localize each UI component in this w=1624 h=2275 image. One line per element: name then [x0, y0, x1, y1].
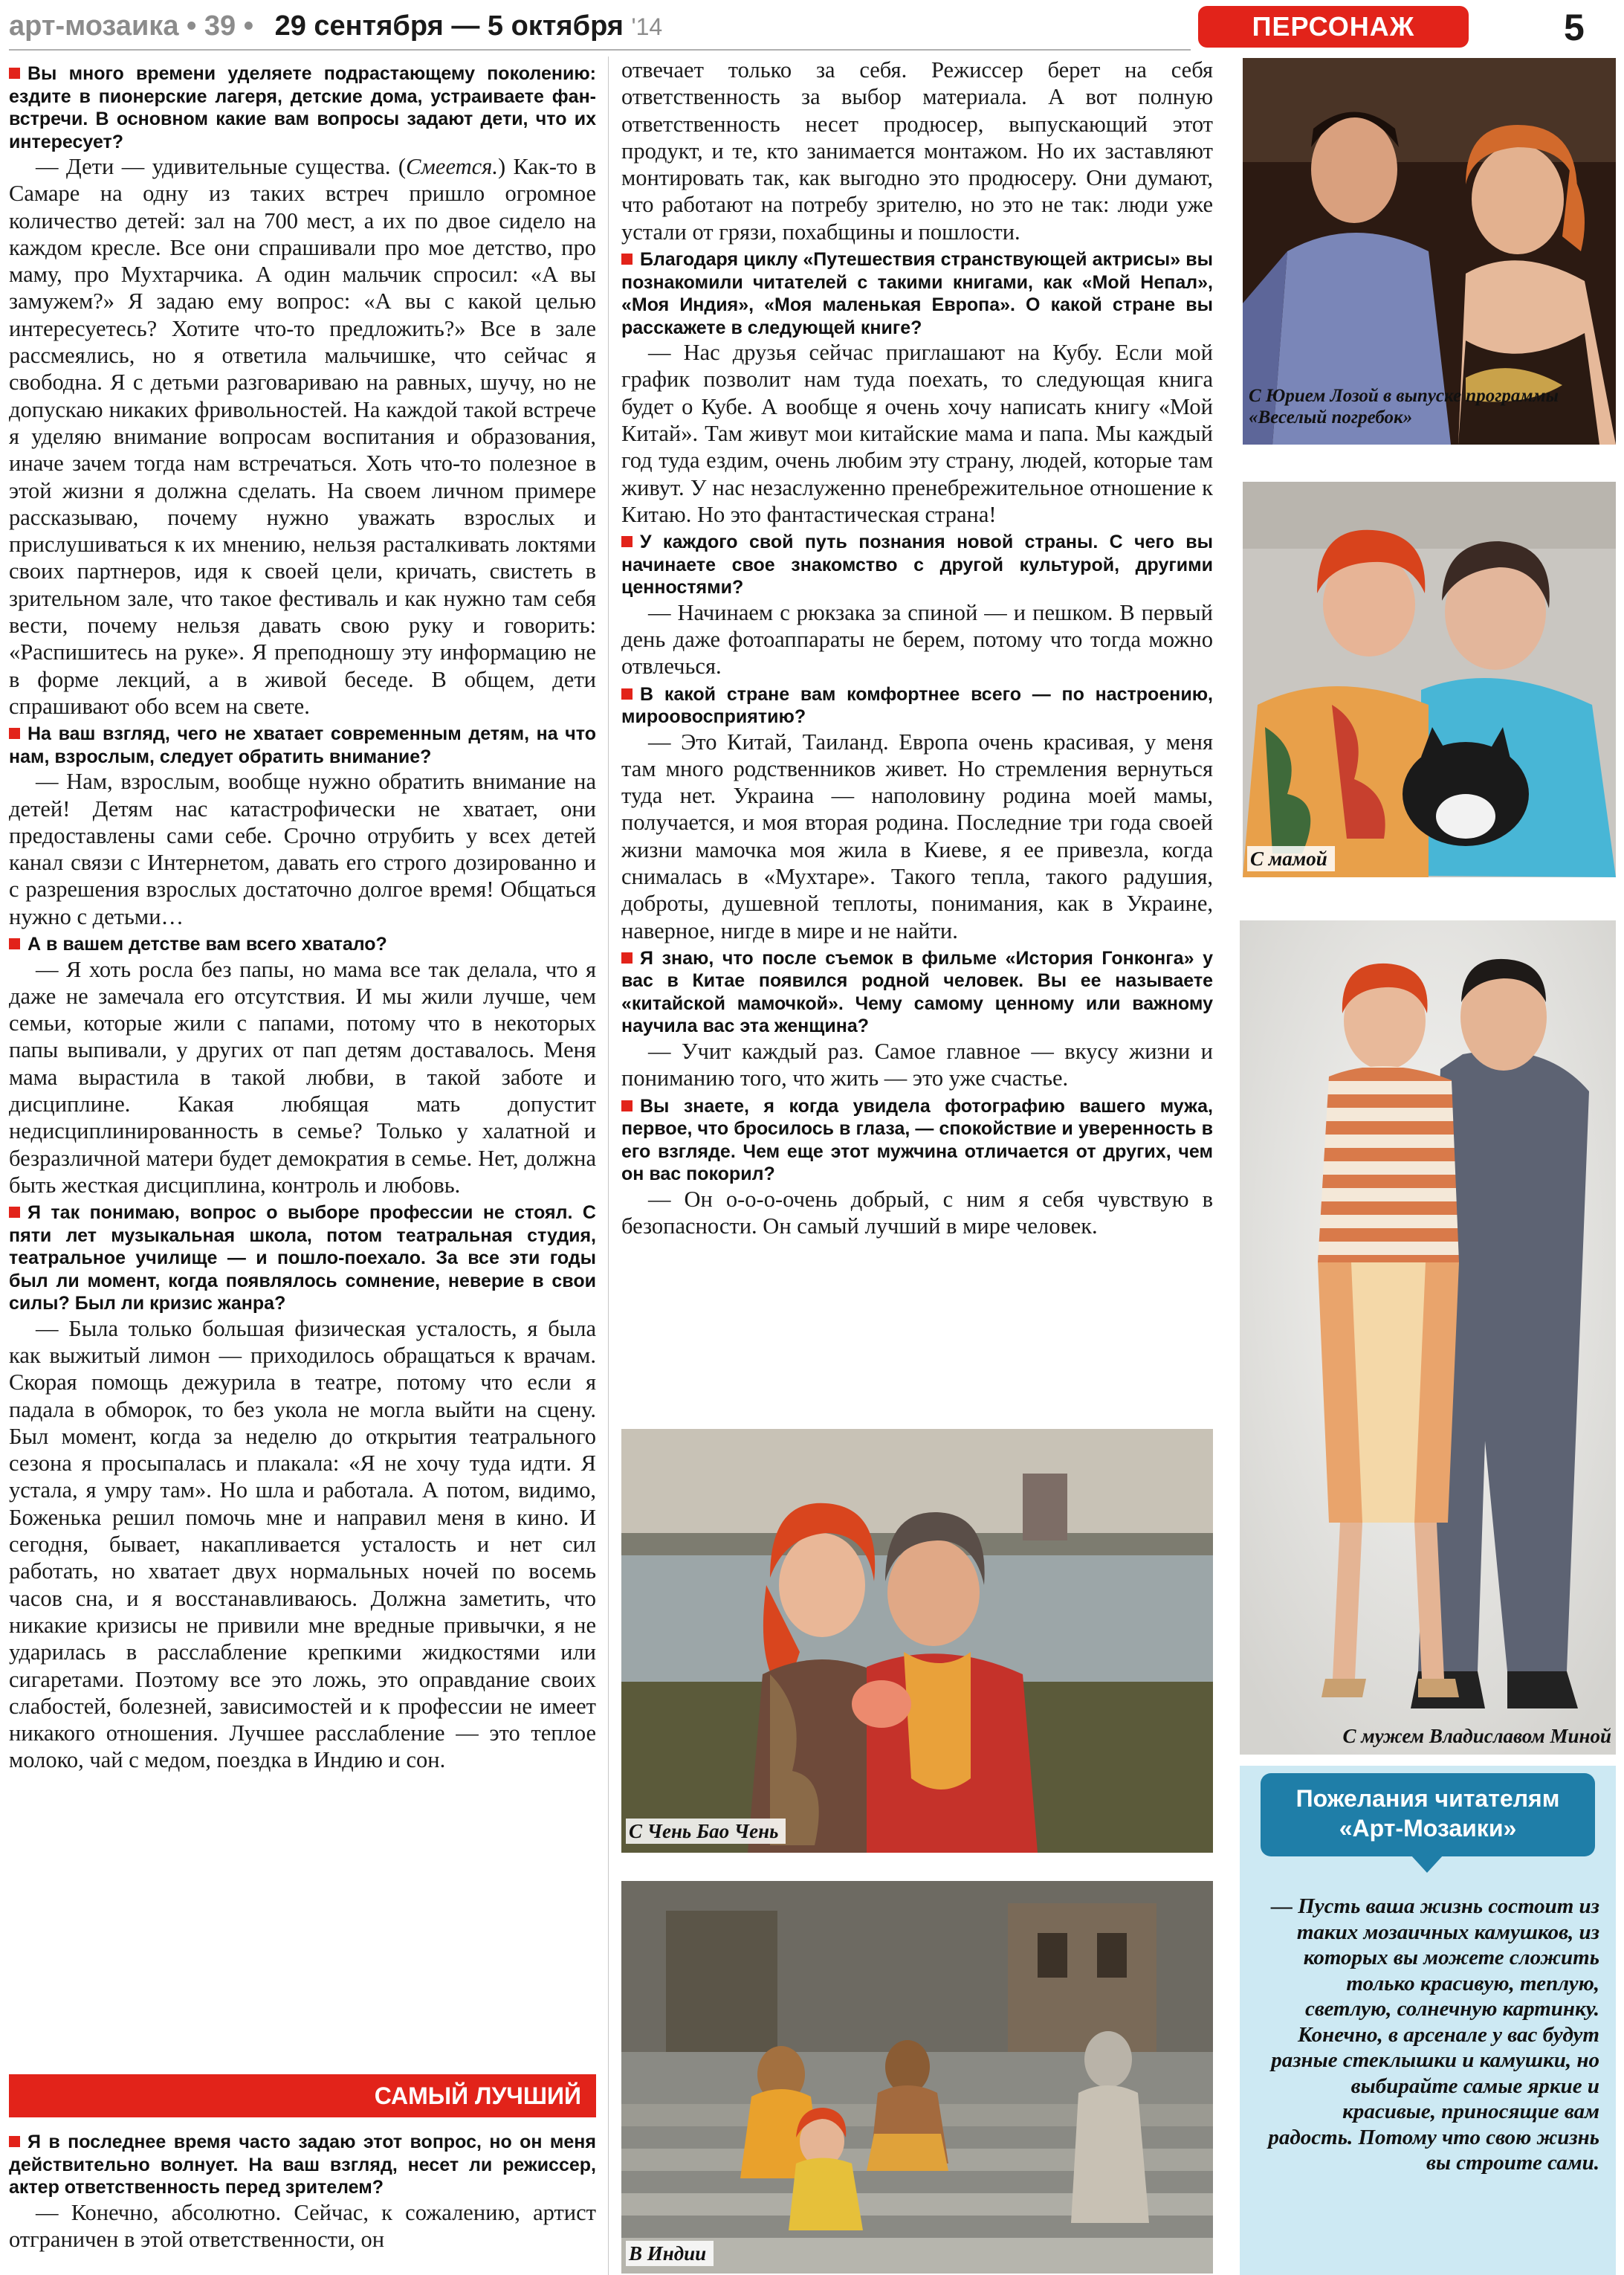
- column-divider: [608, 57, 609, 2275]
- wishes-title-pointer: [1411, 1855, 1443, 1873]
- photo-mom-image: [1243, 482, 1616, 877]
- photo-mom: [1243, 482, 1616, 877]
- interview-question: Благодаря циклу «Путешествия странствующей актрисы» вы познакомили читателей с такими книгами, как «Мой Непал», «Моя Индия», «Моя маленькая Европа». О какой стране вы расскажете в следующей книге?: [621, 249, 1213, 338]
- interview-answer: [9, 153, 596, 720]
- wishes-title: [1261, 1773, 1595, 1856]
- photo-chen-image: [621, 1429, 1213, 1853]
- caption-loza: С Юрием Лозой в выпуске программы «Веселый погребок»: [1249, 386, 1559, 427]
- interview-question: На ваш взгляд, чего не хватает современным детям, на что нам, взрослым, следует обратить внимание?: [9, 723, 596, 767]
- answer-remark: Смеется.: [406, 154, 498, 179]
- photo-india-image: [621, 1881, 1213, 2274]
- interview-question: В какой стране вам комфортнее всего — по настроению, мироовосприятию?: [621, 683, 1213, 728]
- page-number: 5: [1564, 7, 1585, 48]
- paper-name: арт-мозаика: [9, 10, 179, 42]
- interview-answer: — Нас друзья сейчас приглашают на Кубу. Если мой график позволит нам туда поехать, то следующая книга будет о Кубе. А вообще я очень хочу написать книгу «Мой Китай». Там живут мои китайские мама и папа. Мы каждый год туда ездим, очень любим эту страну, людей, которые там живут. У нас незаслуженно пренебрежительное отношение к Китаю. Но это фантастическая страна!: [621, 340, 1213, 527]
- wishes-text: — Пусть ваша жизнь состоит из таких мозаичных камушков, из которых вы можете сложить только красивую, теплую, светлую, солнечную картинку. Конечно, в арсенале у вас будут разные стеклышки и камушки, но выбирайте самые яркие и красивые, приносящие вам радость. Потому что свою жизнь вы строите сами.: [1268, 1894, 1599, 2175]
- issue-year: '14: [631, 13, 663, 40]
- interview-question: Я так понимаю, вопрос о выборе профессии не стоял. С пяти лет музыкальная школа, потом театральная студия, театральное училище — и пошло-поехало. За все эти годы был ли момент, когда появлялось сомнение, неверие в свои силы? Был ли кризис жанра?: [9, 1202, 596, 1314]
- interview-answer: — Начинаем с рюкзака за спиной — и пешком. В первый день даже фотоаппараты не берем, потому что тогда можно отвлечься.: [621, 599, 1213, 680]
- wishes-box: [1240, 1766, 1616, 2275]
- interview-answer: — Была только большая физическая усталость, я была как выжитый лимон — приходилось обращаться к врачам. Скорая помощь дежурила в театре, потому что если я падала в обморок, то без укола не могла выйти на сцену. Был момент, когда за неделю до открытия театрального сезона я просыпалась и плакала: «Я не хочу туда идти. Я устала, я умру там». Но шла и работала. А потом, видимо, Боженька решил помочь мне и направил меня в кино. И сегодня, бывает, накапливается усталость и нет сил работать, но хватает двух нормальных ночей по восемь часов сна, и я восстанавливаюсь. Должна заметить, что никакие кризисы не привили мне вредные привычки, я не ударилась в расслабление крепкими жидкостями или сигаретами. Поэтому все это ложь, это оправдание своих слабостей, болезней, зависимостей и к профессии не имеет никакого отношения. Лучшее расслабление — это теплое молоко, чай с медом, поездка в Индию и сон.: [9, 1315, 596, 1773]
- interview-answer: — Учит каждый раз. Самое главное — вкусу жизни и пониманию того, что жить — это уже счастье.: [621, 1038, 1213, 1091]
- interview-answer: — Это Китай, Таиланд. Европа очень красивая, у меня там много родственников живет. Но стремления вернуться туда нет. Украина — наполовину родина моей мамы, получается, и моя вторая родина. Последние три года своей жизни мамочка моя жила в Киеве, я ее привезла, когда снималась в «Мухтаре». Такого тепла, такого радушия, доброты, душевной теплоты, понимания, как в Украине, наверное, нигде в мире и не найти.: [621, 729, 1213, 943]
- photo-chen: [621, 1429, 1213, 1853]
- header-info: [9, 10, 662, 42]
- caption-india: В Индии: [626, 2241, 714, 2266]
- wishes-title-line1: Пожелания читателям: [1295, 1785, 1560, 1812]
- issue-number: • 39 •: [187, 10, 254, 42]
- interview-answer: — Я хоть росла без папы, но мама все так делала, что я даже не замечала его отсутствия. И мы жили лучше, чем семьи, которые жили с папами, потому что в некоторых папы выпивали, у других от пап детям доставалось. Меня мама вырастила в такой любви, в такой заботе и дисциплине. Какая любящая мать допустит недисциплинированность в семье? Только у халатной и безразличной матери будет демократия в семье. Нет, должна быть жесткая дисциплина, контроль и любовь.: [9, 956, 596, 1198]
- wishes-title-line2: «Арт-Мозаики»: [1339, 1815, 1517, 1842]
- answer-text: — Дети — удивительные существа. (: [36, 154, 407, 179]
- interview-answer: — Он о-о-о-очень добрый, с ним я себя чувствую в безопасности. Он самый лучший в мире человек.: [621, 1186, 1213, 1239]
- interview-question: У каждого свой путь познания новой страны. С чего вы начинаете свое знакомство с другой культурой, другими ценностями?: [621, 532, 1213, 598]
- caption-husband: С мужем Владиславом Миной: [1342, 1725, 1611, 1747]
- header-divider: [9, 49, 1191, 51]
- interview-answer: отвечает только за себя. Режиссер берет на себя ответственность за выбор материала. А вот полную ответственность несет продюсер, выпускающий этот продукт, и те, кто занимается монтажом. Но их заставляют монтировать так, как выгодно это продюсеру. Они думают, что работают на потребу зрителю, но это не так: люди уже устали от грязи, похабщины и пошлости.: [621, 57, 1213, 245]
- interview-answer: — Нам, взрослым, вообще нужно обратить внимание на детей! Детям нас катастрофически не хватает, они предоставлены сами себе. Срочно отрубить у всех детей канал связи с Интернетом, давать его строго дозированно и с разрешения взрослых достаточно долгое время! Общаться нужно с детьми…: [9, 769, 596, 929]
- caption-chen: С Чень Бао Чень: [626, 1819, 786, 1844]
- article-column-3: [9, 2128, 596, 2275]
- interview-answer: — Конечно, абсолютно. Сейчас, к сожалению, артист отграничен в этой ответственности, он: [9, 2199, 596, 2252]
- interview-question: Вы много времени уделяете подрастающему поколению: ездите в пионерские лагеря, детские дома, устраиваете фан-встречи. В основном какие вам вопросы задают дети, что их интересует?: [9, 63, 596, 152]
- article-column-2: [621, 57, 1213, 1419]
- caption-mom: С мамой: [1247, 846, 1335, 871]
- photo-husband: [1240, 920, 1616, 1755]
- answer-text: ) Как-то в Самаре на одну из таких встреч пришло огромное количество детей: зал на 700 мест, а их по двое сидело на каждом кресле. Все они спрашивали про мое детство, про маму, про Мухтарчика. А один мальчик спросил: «А вы замужем?» Я задаю ему вопрос: «А вы с какой целью интересуетесь? Хотите что-то предложить?» Все в зале рассмеялись, но я ответила мальчишке, что сейчас я свободна. Я с детьми разговариваю на равных, шучу, но не допускаю никаких фривольностей. На каждой такой встрече я уделяю внимание вопросам воспитания и образования, иначе зачем тогда нам встречаться. Хоть что-то полезное в этой жизни я должна сделать. На своем личном примере рассказываю, почему нужно уважать взрослых и прислушиваться к их мнению, нельзя расталкивать локтями своих партнеров, идя к своей цели, кричать, свистеть в зрительном зале, что такое фестиваль и как нужно там себя вести, почему нельзя давать свою руку и говорить: «Распишитесь на руке». Я преподношу эту информацию не в форме лекций, а в живой беседе. В общем, дети спрашивают обо всем на свете.: [9, 154, 596, 719]
- page-header: [9, 6, 1622, 48]
- article-column-1: [9, 59, 596, 2059]
- photo-india: [621, 1881, 1213, 2274]
- interview-question: Я в последнее время часто задаю этот вопрос, но он меня действительно волнует. На ваш взгляд, несет ли режиссер, актер ответственность перед зрителем?: [9, 2132, 596, 2198]
- interview-question: Я знаю, что после съемок в фильме «История Гонконга» у вас в Китае появился родной человек. Вы ее называете «китайской мамочкой». Чему самому ценному или важному научила вас эта женщина?: [621, 947, 1213, 1037]
- interview-question: Вы знаете, я когда увидела фотографию вашего мужа, первое, что бросилось в глаза, — спокойствие и уверенность в его взгляде. Чем еще этот мужчина отличается от других, чем он вас покорил?: [621, 1095, 1213, 1185]
- photo-husband-image: [1240, 920, 1616, 1755]
- issue-dates: 29 сентября — 5 октября: [274, 10, 624, 42]
- photo-loza: [1243, 58, 1616, 445]
- rubric-label: ПЕРСОНАЖ: [1198, 6, 1469, 48]
- interview-question: А в вашем детстве вам всего хватало?: [9, 933, 596, 956]
- section-bar: САМЫЙ ЛУЧШИЙ: [9, 2074, 596, 2117]
